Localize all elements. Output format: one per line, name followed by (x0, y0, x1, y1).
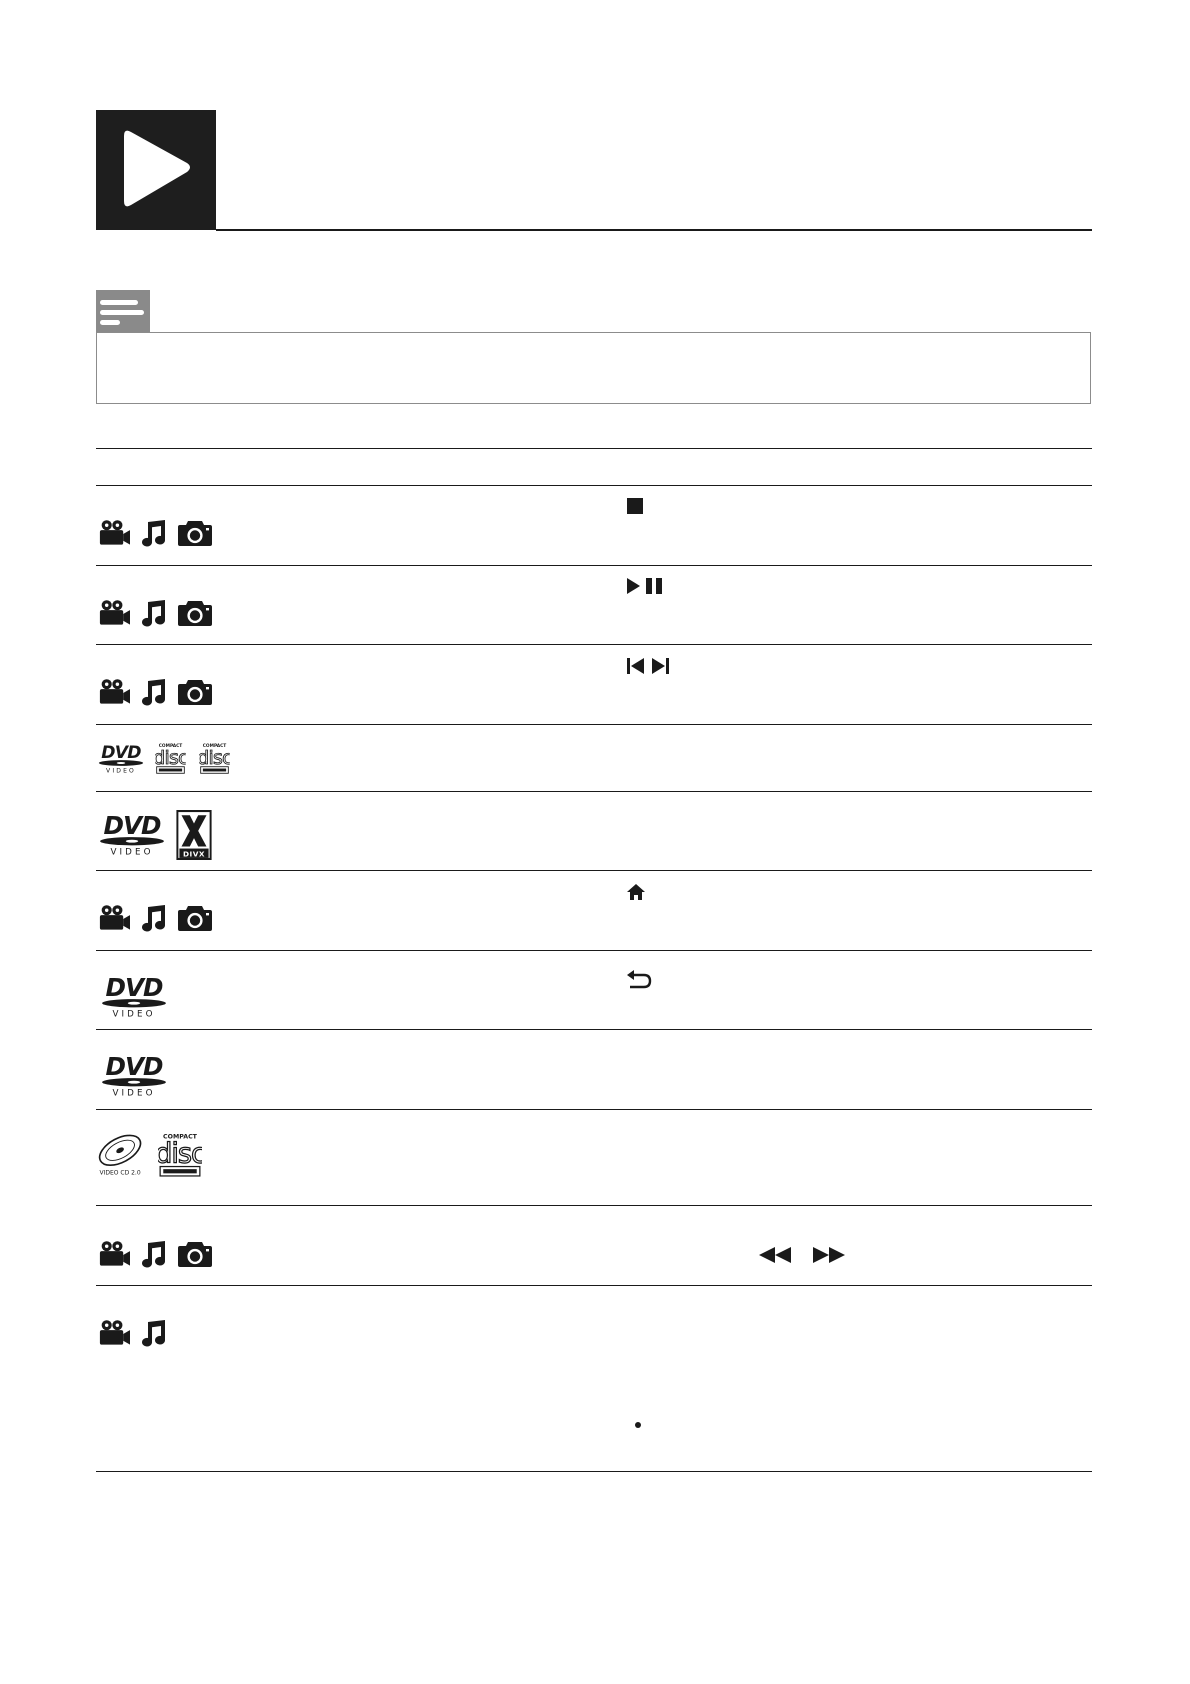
video-camera-icon (97, 904, 130, 932)
photo-camera-icon (177, 1240, 213, 1268)
music-note-icon (139, 678, 167, 706)
row-divider (96, 565, 1092, 566)
music-note-icon (139, 1240, 167, 1268)
dvd-video-logo (98, 972, 170, 1020)
compact-disc-super-video-logo (194, 742, 235, 774)
table-top-rule (96, 448, 1092, 449)
row-divider (96, 1205, 1092, 1206)
dvd-video-logo (98, 1051, 170, 1099)
play-pause-icon (626, 577, 664, 595)
row-divider (96, 870, 1092, 871)
music-note-icon (139, 904, 167, 932)
photo-camera-icon (177, 904, 213, 932)
compact-disc-super-video-logo (152, 1131, 208, 1177)
home-icon (626, 883, 646, 901)
note-tab (96, 290, 150, 332)
play-icon (96, 110, 216, 230)
video-camera-icon (97, 599, 130, 627)
row-divider (96, 1029, 1092, 1030)
previous-icon (626, 657, 646, 675)
photo-camera-icon (177, 599, 213, 627)
row-divider (96, 724, 1092, 725)
row-divider (96, 1109, 1092, 1110)
video-camera-icon (97, 1319, 130, 1347)
rewind-icon (758, 1246, 792, 1264)
back-icon (626, 970, 652, 990)
table-bottom-rule (96, 1471, 1092, 1472)
note-lines-icon (96, 290, 150, 332)
video-camera-icon (97, 678, 130, 706)
fast-forward-icon (812, 1246, 846, 1264)
video-cd-logo (96, 1131, 146, 1177)
music-note-icon (139, 599, 167, 627)
music-note-icon (139, 519, 167, 547)
bullet-icon (635, 1422, 641, 1428)
chapter-title-rule (216, 229, 1092, 231)
video-camera-icon (97, 519, 130, 547)
row-divider (96, 791, 1092, 792)
divx-logo (176, 810, 212, 860)
chapter-icon-box (96, 110, 216, 230)
dvd-video-logo (96, 742, 146, 774)
row-divider (96, 950, 1092, 951)
music-note-icon (139, 1319, 167, 1347)
video-camera-icon (97, 1240, 130, 1268)
photo-camera-icon (177, 678, 213, 706)
note-box (96, 332, 1091, 404)
stop-icon (626, 497, 644, 515)
photo-camera-icon (177, 519, 213, 547)
table-header-rule (96, 485, 1092, 486)
compact-disc-digital-video-logo (150, 742, 191, 774)
row-divider (96, 1285, 1092, 1286)
dvd-video-logo (96, 810, 168, 858)
next-icon (650, 657, 670, 675)
row-divider (96, 644, 1092, 645)
